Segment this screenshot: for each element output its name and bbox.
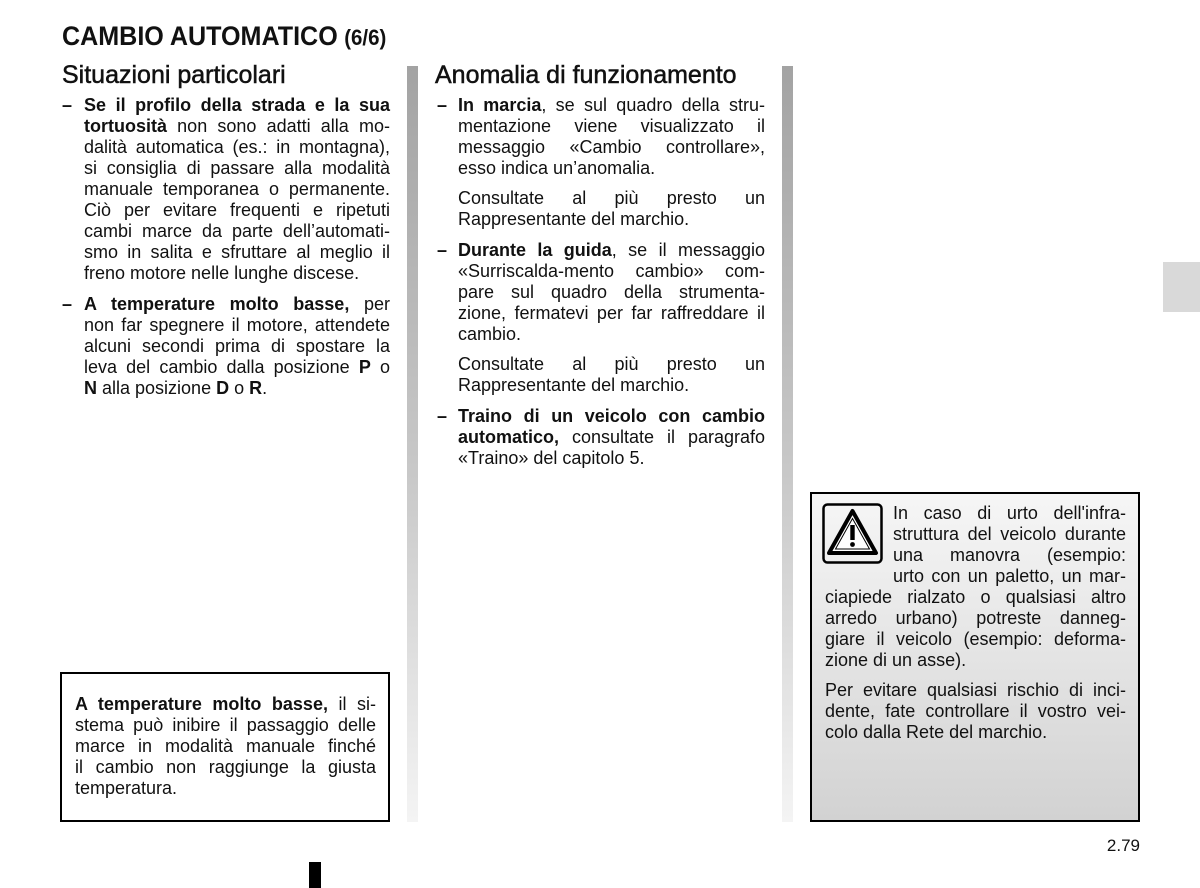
warning-triangle-icon-graphic xyxy=(822,503,883,564)
text-line xyxy=(84,294,390,315)
text-line xyxy=(458,240,765,261)
text-run: dente, fate controllare il vostro vei- xyxy=(825,701,1126,721)
text-run: leva del cambio dalla posizione xyxy=(84,357,359,377)
text-line xyxy=(84,242,390,263)
text-run: ciapiede rialzato o qualsiasi altro xyxy=(825,587,1126,607)
text-run: dalità automatica (es.: in montagna), xyxy=(84,137,390,157)
text-run: arredo urbano) potreste danneg- xyxy=(825,608,1126,628)
text-line xyxy=(458,116,765,137)
bold-text: A temperature molto basse, xyxy=(84,294,350,314)
list-item xyxy=(435,95,765,230)
text-run: Rappresentante del marchio. xyxy=(458,375,690,395)
text-run: messaggio «Cambio controllare», xyxy=(458,137,765,157)
text-run: In caso di urto dell'infra- xyxy=(893,503,1126,523)
text-line xyxy=(84,263,390,284)
text-line xyxy=(458,427,765,448)
text-line xyxy=(458,375,765,396)
text-line xyxy=(458,282,765,303)
paragraph xyxy=(458,95,765,179)
text-run: . xyxy=(262,378,268,398)
text-line xyxy=(75,694,376,715)
text-run: giare il veicolo (esempio: deforma- xyxy=(825,629,1126,649)
section-heading: Situazioni particolari xyxy=(62,61,286,89)
text-line xyxy=(825,587,1126,608)
text-run: si consiglia di passare alla modalità xyxy=(84,158,390,178)
text-line xyxy=(458,406,765,427)
text-run: Consultate al più presto un xyxy=(458,188,765,208)
bullet-list xyxy=(62,95,390,399)
text-line xyxy=(84,200,390,221)
left-column xyxy=(62,61,391,398)
text-run: cambi marce da parte dell’automati- xyxy=(84,221,390,241)
text-line xyxy=(458,303,765,324)
paragraph xyxy=(84,294,390,399)
text-run: smo in salita e sfruttare al meglio il xyxy=(84,242,390,262)
bold-text: Durante la guida xyxy=(458,240,612,260)
dash-marker: – xyxy=(437,240,448,260)
text-run: alcuni secondi prima di spostare la xyxy=(84,336,390,356)
text-line xyxy=(84,95,390,116)
text-line xyxy=(458,324,765,345)
page-title xyxy=(62,20,386,54)
text-line xyxy=(84,357,390,378)
text-run: marce in modalità manuale finché xyxy=(75,736,376,756)
warning-box xyxy=(810,492,1140,822)
column-divider xyxy=(407,66,418,822)
paragraph xyxy=(825,680,1126,743)
text-run: manuale temporanea o permanente. xyxy=(84,179,390,199)
text-line xyxy=(825,722,1126,743)
text-line xyxy=(84,137,390,158)
chapter-tab xyxy=(1163,262,1200,312)
text-line xyxy=(458,158,765,179)
text-run: stema può inibire il passaggio delle xyxy=(75,715,376,735)
list-item xyxy=(435,240,765,396)
text-line xyxy=(458,261,765,282)
text-line xyxy=(458,209,765,230)
text-line xyxy=(84,158,390,179)
text-line xyxy=(84,336,390,357)
bold-text: Se il profilo della strada e la sua xyxy=(84,95,390,115)
text-run: esso indica un’anomalia. xyxy=(458,158,656,178)
text-run: zione, fermatevi per far raffreddare il xyxy=(458,303,765,323)
column-divider xyxy=(782,66,793,822)
bold-text: N xyxy=(84,378,97,398)
text-line xyxy=(825,701,1126,722)
text-line xyxy=(84,221,390,242)
paragraph xyxy=(458,240,765,345)
text-line xyxy=(825,629,1126,650)
text-run: per xyxy=(349,294,390,314)
bold-text: tortuosità xyxy=(84,116,167,136)
warning-text xyxy=(825,503,1126,743)
middle-column xyxy=(435,61,766,468)
text-run: «Traino» del capitolo 5. xyxy=(458,448,645,468)
dash-marker: – xyxy=(62,294,73,314)
text-run: temperatura. xyxy=(75,778,178,798)
text-run: non far spegnere il motore, attendete xyxy=(84,315,390,335)
text-run: una manovra (esempio: xyxy=(893,545,1126,565)
dash-marker: – xyxy=(437,95,448,115)
text-run: urto con un paletto, un mar- xyxy=(893,566,1126,586)
paragraph xyxy=(75,694,376,799)
bold-text: A temperature molto basse, xyxy=(75,694,328,714)
text-run: non sono adatti alla mo- xyxy=(167,116,390,136)
paragraph xyxy=(84,95,390,284)
text-run: «Surriscalda-mento cambio» com- xyxy=(458,261,765,281)
text-run: freno motore nelle lunghe discese. xyxy=(84,263,360,283)
text-line xyxy=(84,179,390,200)
paragraph xyxy=(458,354,765,396)
text-run: mentazione viene visualizzato il xyxy=(458,116,765,136)
text-run: Rappresentante del marchio. xyxy=(458,209,690,229)
text-run: alla posizione xyxy=(97,378,217,398)
text-line xyxy=(825,680,1126,701)
text-run: Consultate al più presto un xyxy=(458,354,765,374)
paragraph xyxy=(458,188,765,230)
bold-text: automatico, xyxy=(458,427,560,447)
bold-text: Traino di un veicolo con cambio xyxy=(458,406,765,426)
text-run: struttura del veicolo durante xyxy=(893,524,1126,544)
bold-text: P xyxy=(358,357,371,377)
text-run: , se sul quadro della stru- xyxy=(541,95,766,115)
text-line xyxy=(84,315,390,336)
text-run: pare sul quadro della strumenta- xyxy=(458,282,765,302)
page-title-part: (6/6) xyxy=(344,25,387,50)
text-line xyxy=(825,650,1126,671)
text-run: Per evitare qualsiasi rischio di inci- xyxy=(825,680,1126,700)
warning-triangle-icon xyxy=(822,503,893,587)
section-heading: Anomalia di funzionamento xyxy=(435,61,737,89)
text-run: Ciò per evitare frequenti e ripetuti xyxy=(84,200,390,220)
list-item xyxy=(62,95,390,284)
text-line xyxy=(75,778,376,799)
note-box xyxy=(60,672,390,822)
text-run: il cambio non raggiunge la giusta xyxy=(75,757,376,777)
bold-text: D xyxy=(216,378,230,398)
text-line xyxy=(458,448,765,469)
page-title-text: CAMBIO AUTOMATICO xyxy=(62,21,338,51)
text-run: , se il messaggio xyxy=(611,240,766,260)
paragraph xyxy=(458,406,765,469)
list-item xyxy=(435,406,765,469)
bullet-list xyxy=(435,95,765,469)
bold-text: In marcia xyxy=(458,95,542,115)
text-line xyxy=(458,95,765,116)
text-run: colo dalla Rete del marchio. xyxy=(825,722,1048,742)
list-item xyxy=(62,294,390,399)
text-run: cambio. xyxy=(458,324,522,344)
dash-marker: – xyxy=(62,95,73,115)
dash-marker: – xyxy=(437,406,448,426)
text-line xyxy=(458,188,765,209)
text-line xyxy=(75,757,376,778)
text-line xyxy=(84,116,390,137)
text-line xyxy=(458,354,765,375)
text-run: o xyxy=(229,378,250,398)
text-run: il si- xyxy=(327,694,376,714)
text-line xyxy=(75,715,376,736)
page-edge-mark xyxy=(309,862,321,888)
bold-text: R xyxy=(249,378,263,398)
text-line xyxy=(84,378,390,399)
text-line xyxy=(458,137,765,158)
text-line xyxy=(825,608,1126,629)
text-line xyxy=(75,736,376,757)
text-run: zione di un asse). xyxy=(825,650,967,670)
text-run: o xyxy=(370,357,391,377)
text-run: consultate il paragrafo xyxy=(559,427,765,447)
page-number: 2.79 xyxy=(1106,836,1140,855)
